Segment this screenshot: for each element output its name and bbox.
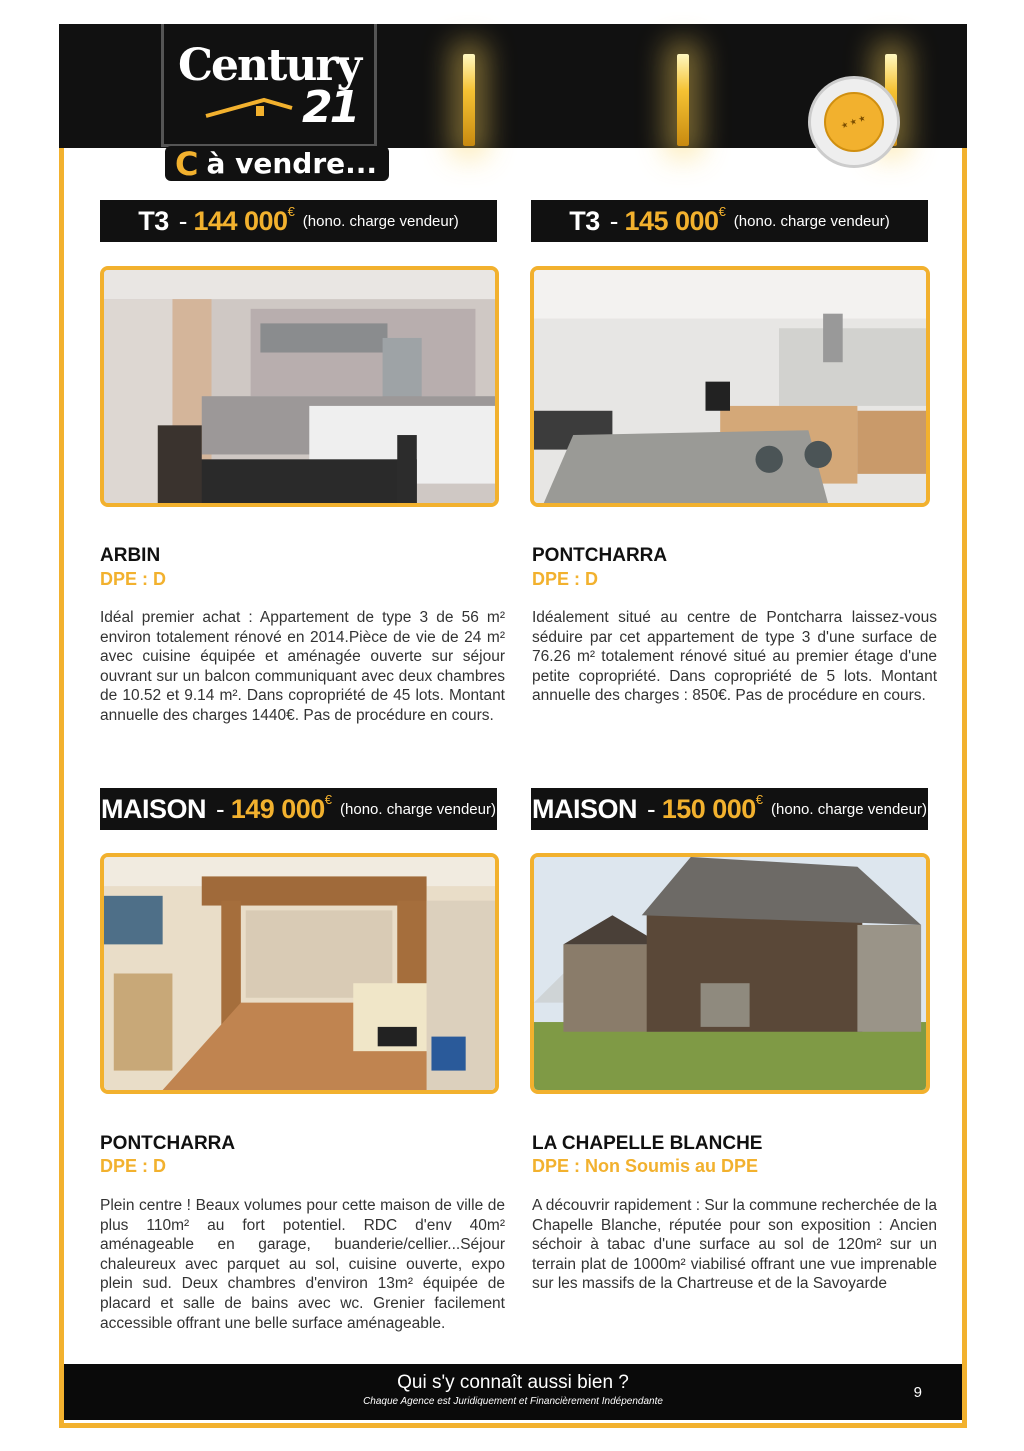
fees-note: (hono. charge vendeur): [340, 800, 496, 818]
dining-kitchen-photo: [530, 266, 930, 507]
property-price: 150 000: [661, 793, 756, 824]
fees-note: (hono. charge vendeur): [733, 212, 890, 230]
price-bar: MAISON - 149 000 € (hono. charge vendeur): [100, 788, 497, 830]
exclusive-seal-icon: ★ ★ ★: [808, 76, 900, 168]
page-number: 9: [913, 1384, 922, 1401]
dpe-rating: DPE : Non Soumis au DPE: [532, 1156, 759, 1176]
price-bar: T3 - 144 000 € (hono. charge vendeur): [100, 200, 497, 242]
city-name: PONTCHARRA: [532, 545, 668, 566]
currency: €: [287, 203, 295, 219]
lamp-light-icon: [463, 54, 475, 146]
page-tag: [165, 146, 389, 181]
description: Idéalement situé au centre de Pontcharra laissez-vous séduire par cet appartement de type 3 d'une surface de 76.26 m² totalement rénové situé au premier étage d'une petite copropriété. Dans copropriété de 5 lots. Montant annuelle des charges : 850€. Pas de procédure en cours.: [532, 609, 937, 705]
footer-slogan: Qui s'y connaît aussi bien ?: [397, 1372, 629, 1393]
living-room-photo: [100, 853, 499, 1094]
logo-number: 21: [302, 82, 358, 133]
barn-photo: [530, 853, 930, 1094]
dpe-rating: DPE : D: [100, 569, 167, 589]
price-bar: MAISON - 150 000 € (hono. charge vendeur): [531, 788, 928, 830]
price-bar: T3 - 145 000 € (hono. charge vendeur): [531, 200, 928, 242]
currency: €: [718, 203, 726, 219]
dpe-rating: DPE : D: [532, 569, 599, 589]
dpe-rating: DPE : D: [100, 1156, 167, 1176]
roof-icon: [204, 96, 294, 118]
property-price: 145 000: [624, 205, 719, 236]
property-type: MAISON: [532, 793, 638, 824]
description: A découvrir rapidement : Sur la commune recherchée de la Chapelle Blanche, réputée pour son exposition : Ancien séchoir à tabac d'une surface au sol de 120m² sur un terrain plat de 1000m² viabilisé offrant une vue imprenable sur les massifs de la Chartreuse et de la Savoyarde: [532, 1197, 937, 1293]
currency: €: [755, 791, 764, 807]
logo-text: Century: [178, 40, 361, 91]
fees-note: (hono. charge vendeur): [302, 212, 459, 230]
footer-bar: [64, 1364, 962, 1420]
property-type: T3: [569, 205, 600, 236]
kitchen-photo: [100, 266, 499, 507]
page-tag-text: à vendre...: [206, 147, 378, 180]
footer-disclaimer: Chaque Agence est Juridiquement et Financièrement Indépendante: [363, 1396, 663, 1407]
property-type: T3: [138, 205, 169, 236]
city-name: LA CHAPELLE BLANCHE: [532, 1133, 763, 1154]
lamp-light-icon: [677, 54, 689, 146]
property-price: 144 000: [193, 205, 288, 236]
fees-note: (hono. charge vendeur): [771, 800, 927, 818]
currency: €: [324, 791, 333, 807]
page-tag-letter: C: [175, 144, 199, 183]
brand-logo: [161, 24, 377, 147]
city-name: PONTCHARRA: [100, 1133, 236, 1154]
description: Idéal premier achat : Appartement de type 3 de 56 m² environ totalement rénové en 2014.Pièce de vie de 24 m² avec cuisine équipée et aménagée ouverte sur séjour ouvrant sur un balcon communiquant avec deux chambres de 10.52 et 9.14 m². Dans copropriété de 45 lots. Montant annuelle des charges 1440€. Pas de procédure en cours.: [100, 609, 505, 724]
description: Plein centre ! Beaux volumes pour cette maison de ville de plus 110m² au fort potentiel. RDC d'env 40m² aménageable en garage, buanderie/cellier...Séjour chaleureux avec parquet au sol, cuisine ouverte, expo plein sud. Deux chambres d'environ 13m² équipée de placard et salle de bains avec wc. Grenier facilement accessible offrant une belle surface aménageable.: [100, 1197, 505, 1332]
property-type: MAISON: [101, 793, 207, 824]
property-price: 149 000: [230, 793, 325, 824]
city-name: ARBIN: [100, 545, 161, 566]
